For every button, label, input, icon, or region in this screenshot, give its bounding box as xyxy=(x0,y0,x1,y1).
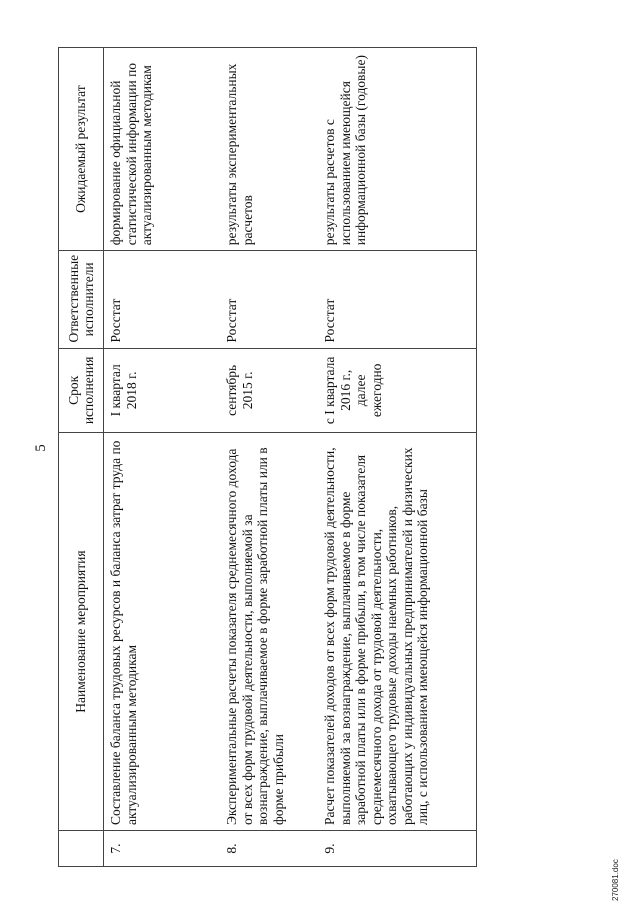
table-header-row xyxy=(59,48,104,867)
table-row xyxy=(318,48,477,867)
row-executors: Росстат xyxy=(318,251,477,348)
row-name: Составление баланса трудовых ресурсов и баланса затрат труда по актуализированным методикам xyxy=(104,433,221,831)
measures-table xyxy=(58,47,477,867)
table-row xyxy=(104,48,221,867)
row-term: с I квартала 2016 г., далее ежегодно xyxy=(318,348,477,433)
row-result: результаты экспериментальных расчетов xyxy=(220,48,318,251)
row-executors: Росстат xyxy=(104,251,221,348)
header-executors: Ответственные исполнители xyxy=(59,251,104,348)
header-name: Наименование мероприятия xyxy=(59,433,104,831)
header-number xyxy=(59,831,104,867)
row-number: 7. xyxy=(104,831,221,867)
row-result: результаты расчетов с использованием имеющейся информационной базы (годовые) xyxy=(318,48,477,251)
page-number: 5 xyxy=(33,444,49,452)
row-name: Расчет показателей доходов от всех форм трудовой деятельности, выполняемой за вознаграждение, выплачиваемое в форме заработной платы или в форме прибыли, в том числе показателя среднемесячного дохода от трудовой деятельности, охватывающего трудовые доходы наемных работников, работающих у индивидуальных предпринимателей и физических лиц, с использованием имеющейся информационной базы xyxy=(318,433,477,831)
row-result: формирование официальной статистической информации по актуализированным методикам xyxy=(104,48,221,251)
table-row xyxy=(220,48,318,867)
row-executors: Росстат xyxy=(220,251,318,348)
header-result: Ожидаемый результат xyxy=(59,48,104,251)
row-term: I квартал 2018 г. xyxy=(104,348,221,433)
row-number: 8. xyxy=(220,831,318,867)
document-file-code: 270081.doc xyxy=(611,859,620,901)
row-term: сентябрь 2015 г. xyxy=(220,348,318,433)
header-term: Срок исполнения xyxy=(59,348,104,433)
row-number: 9. xyxy=(318,831,477,867)
row-name: Экспериментальные расчеты показателя среднемесячного дохода от всех форм трудовой деятельности, выполняемой за вознаграждение, выплачиваемое в форме заработной платы или в форме прибыли xyxy=(220,433,318,831)
